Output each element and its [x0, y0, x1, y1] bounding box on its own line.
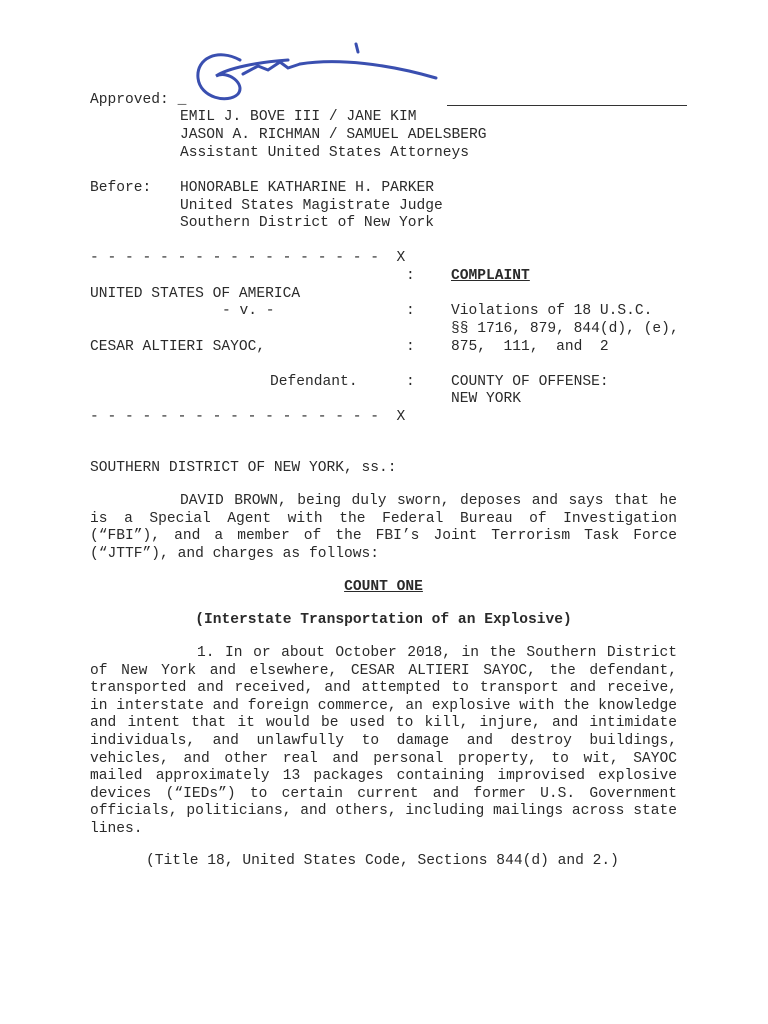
count-heading: COUNT ONE	[344, 579, 423, 595]
violations-line-3: 875, 111, and 2	[451, 339, 609, 355]
approved-label: Approved: _	[90, 92, 187, 108]
judge-title: United States Magistrate Judge	[180, 198, 443, 214]
signature-mark	[188, 38, 448, 108]
violations-line-2: §§ 1716, 879, 844(d), (e),	[451, 321, 679, 337]
county-line-1: COUNTY OF OFFENSE:	[451, 374, 609, 390]
defendant-label: Defendant.	[270, 374, 358, 390]
judge-district: Southern District of New York	[180, 215, 434, 231]
violations-line-1: Violations of 18 U.S.C.	[451, 303, 653, 319]
attorneys-line-2: JASON A. RICHMAN / SAMUEL ADELSBERG	[180, 127, 487, 143]
caption-colon: :	[406, 339, 415, 355]
caption-colon: :	[406, 268, 415, 284]
caption-rule-bottom: - - - - - - - - - - - - - - - - - X	[90, 409, 406, 425]
signature-line	[447, 105, 687, 106]
versus-label: - v. -	[222, 303, 275, 319]
defendant-name: CESAR ALTIERI SAYOC,	[90, 339, 266, 355]
county-line-2: NEW YORK	[451, 391, 522, 407]
caption-colon: :	[406, 303, 415, 319]
judge-name: HONORABLE KATHARINE H. PARKER	[180, 180, 434, 196]
attorneys-title: Assistant United States Attorneys	[180, 145, 470, 161]
caption-rule-top: - - - - - - - - - - - - - - - - - X	[90, 250, 406, 266]
count-heading-wrap	[90, 579, 677, 597]
caption-colon: :	[406, 374, 415, 390]
attorneys-line-1: EMIL J. BOVE III / JANE KIM	[180, 109, 417, 125]
plaintiff-name: UNITED STATES OF AMERICA	[90, 286, 301, 302]
venue-line: SOUTHERN DISTRICT OF NEW YORK, ss.:	[90, 460, 397, 476]
before-label: Before:	[90, 180, 152, 196]
citation: (Title 18, United States Code, Sections 844(d) and 2.)	[146, 853, 619, 869]
paragraph-1: 1. In or about October 2018, in the Southern District of New York and elsewhere, CESAR ALTIERI SAYOC, the defendant, transported and received, and attempted to transport and receive, in interstate and foreign commerce, an explosive with the knowledge and intent that it would be used to kill, injure, and intimidate individuals, and unlawfully to damage and destroy buildings, vehicles, and other real and personal property, to wit, SAYOC mailed approximately 13 packages containing improvised explosive devices (“IEDs”) to certain current and former U.S. Government officials, politicians, and others, including mailings across state lines.	[90, 645, 677, 837]
intro-paragraph: DAVID BROWN, being duly sworn, deposes and says that he is a Special Agent with the Federal Bureau of Investigation (“FBI”), and a member of the FBI’s Joint Terrorism Task Force (“JTTF”), and charges as follows:	[90, 493, 677, 562]
complaint-label: COMPLAINT	[451, 268, 530, 284]
count-subheading: (Interstate Transportation of an Explosive)	[195, 612, 572, 628]
